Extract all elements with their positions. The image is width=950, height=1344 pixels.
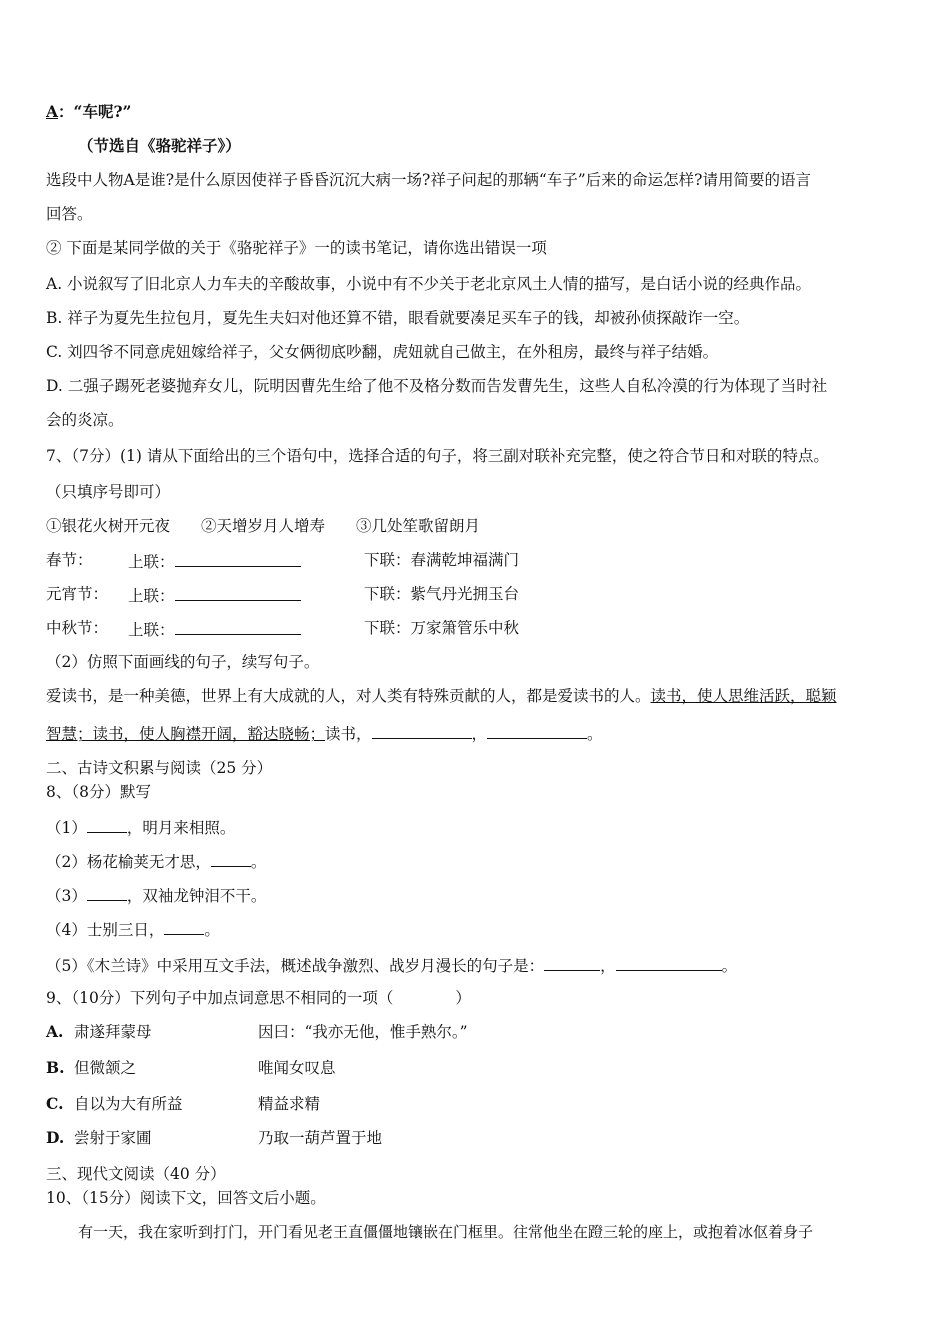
- q9-option-right: 乃取一葫芦置于地: [258, 1129, 383, 1147]
- couplet-lower: 下联：万家箫管乐中秋: [364, 619, 520, 637]
- couplet-upper: [128, 584, 301, 606]
- q7-para2-end: 。: [587, 725, 603, 743]
- q9-option-letter: B.: [46, 1058, 65, 1077]
- q6-2-option-a: A. 小说叙写了旧北京人力车夫的辛酸故事，小说中有不少关于老北京风土人情的描写，是白话小说的经典作品。: [46, 275, 812, 293]
- q9-option-left: 但微颔之: [74, 1059, 137, 1077]
- q6-2-option-d-line2: 会的炎凉。: [46, 411, 124, 429]
- q7-para2-sep: ，: [471, 725, 488, 743]
- q8-item5-pre: （5）《木兰诗》中采用互文手法，概述战争激烈、战岁月漫长的句子是：: [46, 957, 545, 975]
- q8-stem: 8、（8分）默写: [46, 783, 151, 801]
- q10-passage: 有一天，我在家听到打门，开门看见老王直僵僵地镶嵌在门框里。往常他坐在蹬三轮的座上，或抱着冰伛着身子: [78, 1223, 814, 1241]
- q8-item-pre: （2）杨花榆荚无才思，: [46, 853, 211, 871]
- q7-para1: [46, 686, 837, 706]
- quote-speaker: A: [46, 102, 59, 121]
- q9-option-right: 唯闻女叹息: [258, 1059, 336, 1077]
- q8-item-blank[interactable]: [211, 850, 251, 867]
- q9-stem: 9、（10分）下列句子中加点词意思不相同的一项（ ）: [46, 989, 471, 1007]
- couplet-upper-blank[interactable]: [175, 584, 301, 601]
- q9-option-letter: D.: [46, 1128, 65, 1147]
- q8-item-pre: （1）: [46, 819, 87, 837]
- couplet-festival: 元宵节：: [46, 585, 109, 603]
- couplet-lower: 下联：春满乾坤福满门: [364, 551, 520, 569]
- q8-item-post: 。: [204, 921, 220, 939]
- q8-item5-blank-1[interactable]: [544, 954, 600, 971]
- q9-option-letter: A.: [46, 1022, 64, 1041]
- q9-option-right: 因曰：“我亦无他，惟手熟尔。”: [258, 1023, 468, 1041]
- couplet-upper-label: 上联：: [128, 587, 175, 605]
- couplet-lower: 下联：紫气丹光拥玉台: [364, 585, 520, 603]
- q8-item: [46, 918, 220, 940]
- q9-option-left: 肃遂拜蒙母: [74, 1023, 152, 1041]
- q7-blank-1[interactable]: [372, 722, 472, 739]
- couplet-upper: [128, 618, 301, 640]
- q6-1-line1: 选段中人物A是谁?是什么原因使祥子昏昏沉沉大病一场?祥子问起的那辆“车子”后来的命运怎样?请用简要的语言: [46, 171, 811, 189]
- source-note: （节选自《骆驼祥子》）: [78, 136, 241, 155]
- q8-item: [46, 816, 235, 838]
- q8-item: [46, 884, 266, 906]
- q7-para2-plain: 读书，: [325, 725, 372, 743]
- couplet-upper-blank[interactable]: [175, 550, 301, 567]
- q8-item-pre: （3）: [46, 887, 87, 905]
- q8-item-post: ，明月来相照。: [126, 819, 236, 837]
- q6-2-option-c: C. 刘四爷不同意虎妞嫁给祥子，父女俩彻底吵翻，虎妞就自己做主，在外租房，最终与祥子结婚。: [46, 343, 719, 361]
- q8-item-blank[interactable]: [164, 918, 204, 935]
- q9-option-letter: C.: [46, 1094, 64, 1113]
- couplet-festival: 中秋节：: [46, 619, 109, 637]
- quote-text: ：“车呢?”: [58, 102, 132, 121]
- q6-1-line2: 回答。: [46, 205, 93, 223]
- q6-2-option-d-line1: D. 二强子踢死老婆抛弃女儿，阮明因曹先生给了他不及格分数而告发曹先生，这些人自私冷漠的行为体现了当时社: [46, 377, 828, 395]
- q9-option-left: 自以为大有所益: [74, 1095, 183, 1113]
- q8-item-post: 。: [250, 853, 267, 871]
- q8-item-blank[interactable]: [87, 816, 127, 833]
- q8-item5-sep: ，: [600, 957, 616, 975]
- couplet-festival: 春节：: [46, 551, 93, 569]
- q7-para2: [46, 722, 603, 744]
- q9-option-left: 尝射于家圃: [74, 1129, 152, 1147]
- q7-para1-plain: 爱读书，是一种美德，世界上有大成就的人，对人类有特殊贡献的人，都是爱读书的人。: [46, 687, 651, 705]
- q7-stem: 7、（7分）(1) 请从下面给出的三个语句中，选择合适的句子，将三副对联补充完整，使之符合节日和对联的特点。: [46, 447, 829, 465]
- q8-item-blank[interactable]: [87, 884, 127, 901]
- quote-line: [46, 102, 131, 122]
- section3-title: 三、现代文阅读（40 分）: [46, 1165, 226, 1183]
- q8-item-post: ，双袖龙钟泪不干。: [126, 887, 267, 905]
- q10-stem: 10、（15分）阅读下文，回答文后小题。: [46, 1189, 326, 1207]
- q7-para1-underlined: 读书，使人思维活跃，聪颖: [650, 687, 837, 705]
- section2-title: 二、古诗文积累与阅读（25 分）: [46, 759, 273, 777]
- q8-item5-end: 。: [721, 957, 738, 975]
- q9-option-right: 精益求精: [258, 1095, 321, 1113]
- q7-blank-2[interactable]: [487, 722, 587, 739]
- q6-2-option-b: B. 祥子为夏先生拉包月，夏先生夫妇对他还算不错，眼看就要凑足买车子的钱，却被孙侦探敲诈一空。: [46, 309, 750, 327]
- q8-item5-blank-2[interactable]: [616, 954, 722, 971]
- q8-item: [46, 850, 266, 872]
- q7-para2-underlined: 智慧；读书，使人胸襟开阔，豁达晓畅；: [46, 725, 326, 743]
- couplet-upper-blank[interactable]: [175, 618, 301, 635]
- couplet-upper: [128, 550, 301, 572]
- q6-2-stem: ② 下面是某同学做的关于《骆驼祥子》一的读书笔记，请你选出错误一项: [46, 239, 547, 257]
- q8-item-pre: （4）士别三日，: [46, 921, 165, 939]
- q7-note: （只填序号即可）: [46, 483, 171, 501]
- q8-item-5: [46, 954, 737, 976]
- q7-choices: ①银花火树开元夜 ②天增岁月人增寿 ③几处笙歌留朗月: [46, 517, 481, 535]
- couplet-upper-label: 上联：: [128, 553, 175, 571]
- q7-part2: （2）仿照下面画线的句子，续写句子。: [46, 653, 320, 671]
- couplet-upper-label: 上联：: [128, 621, 175, 639]
